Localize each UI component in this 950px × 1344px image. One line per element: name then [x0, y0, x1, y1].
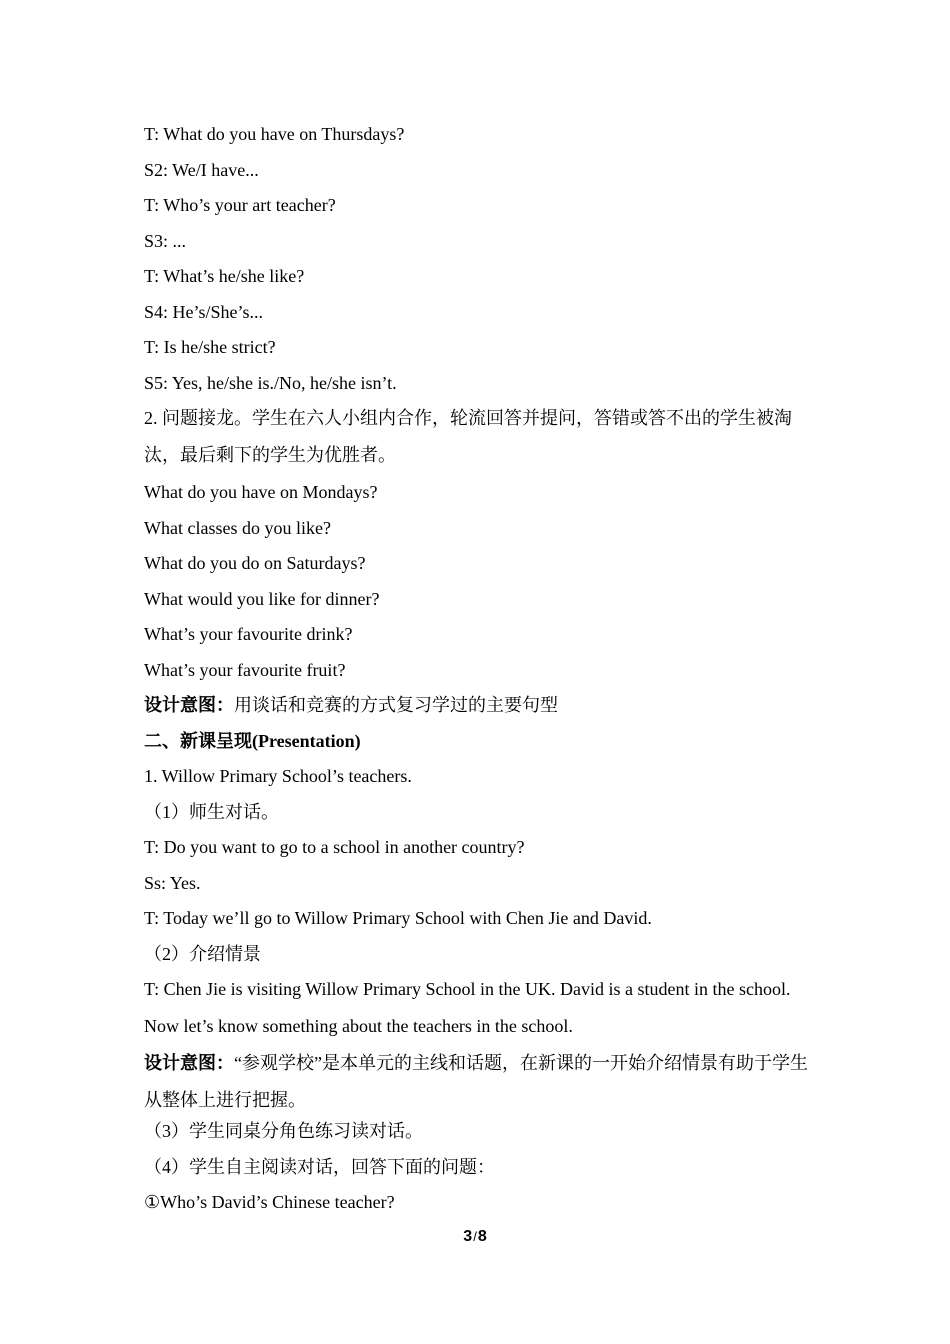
- dialogue-line: S3: ...: [144, 230, 187, 251]
- page-current: 3: [463, 1228, 473, 1245]
- question-line: What classes do you like?: [144, 517, 331, 538]
- design-intent-1: [144, 693, 809, 717]
- page-content: [144, 122, 809, 1226]
- design-intent-text: “参观学校”是本单元的主线和话题，在新课的一开始介绍情景有助于学生从整体上进行把握。: [144, 1053, 808, 1110]
- dialogue-line: S2: We/I have...: [144, 159, 259, 180]
- presentation-line: 1. Willow Primary School’s teachers.: [144, 766, 412, 786]
- presentation-line: T: Do you want to go to a school in another country?: [144, 837, 525, 857]
- dialogue-line: T: What’s he/she like?: [144, 266, 305, 286]
- presentation-line: （2）介绍情景: [144, 943, 261, 964]
- game-intro-paragraph: 2. 问题接龙。学生在六人小组内合作，轮流回答并提问，答错或答不出的学生被淘汰，最后剩下的学生为优胜者。: [144, 408, 792, 465]
- design-intent-2: [144, 1045, 809, 1119]
- page-number: [0, 1228, 950, 1246]
- section-heading: 二、新课呈现(Presentation): [144, 730, 361, 751]
- page-total: 8: [477, 1228, 487, 1245]
- presentation-line: Ss: Yes.: [144, 872, 201, 893]
- dialogue-line: T: Who’s your art teacher?: [144, 195, 336, 215]
- design-intent-text: 用谈话和竞赛的方式复习学过的主要句型: [234, 695, 558, 715]
- question-line: What do you have on Mondays?: [144, 482, 378, 502]
- dialogue-line: T: What do you have on Thursdays?: [144, 124, 405, 144]
- scene-paragraph: T: Chen Jie is visiting Willow Primary School in the UK. David is a student in the school. Now let’s know something about the teachers in the school.: [144, 979, 791, 1036]
- dialogue-line: S5: Yes, he/she is./No, he/she isn’t.: [144, 372, 397, 393]
- dialogue-line: T: Is he/she strict?: [144, 337, 276, 357]
- dialogue-line: S4: He’s/She’s...: [144, 301, 264, 322]
- step-line: ①Who’s David’s Chinese teacher?: [144, 1192, 395, 1212]
- page-separator: /: [473, 1229, 477, 1244]
- design-intent-label: 设计意图：: [144, 1053, 234, 1073]
- step-line: （3）学生同桌分角色练习读对话。: [144, 1121, 423, 1141]
- question-line: What do you do on Saturdays?: [144, 553, 366, 573]
- question-line: What’s your favourite drink?: [144, 624, 353, 644]
- question-line: What would you like for dinner?: [144, 588, 380, 609]
- step-line: （4）学生自主阅读对话，回答下面的问题：: [144, 1156, 495, 1177]
- presentation-line: （1）师生对话。: [144, 801, 279, 822]
- design-intent-label: 设计意图：: [144, 695, 234, 715]
- question-line: What’s your favourite fruit?: [144, 659, 346, 680]
- presentation-line: T: Today we’ll go to Willow Primary School with Chen Jie and David.: [144, 908, 652, 928]
